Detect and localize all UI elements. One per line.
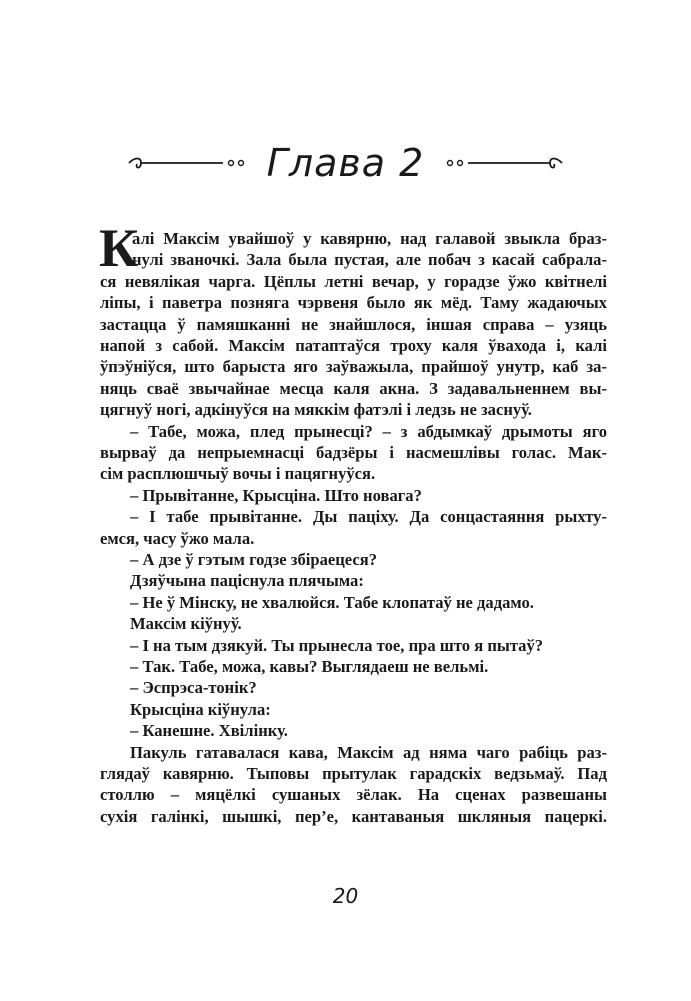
text-line: нулі званочкі. Зала была пустая, але побач з касай сабрала-	[132, 250, 607, 270]
text-line: – Табе, можа, плед прынесці? – з абдымкаў дрымоты яго	[130, 421, 607, 441]
text-line: няць сваё звычайнае месца каля акна. З задавальненнем вы-	[100, 378, 607, 398]
text-line: ся невялікая чарга. Цёплы летні вечар, у горадзе ўжо квітнелі	[100, 271, 607, 291]
text-line: – Эспрэса-тонік?	[130, 678, 257, 698]
text-line: ўпэўніўся, што барыста яго заўважыла, прайшоў унутр, каб за-	[100, 357, 607, 377]
text-line: Максім кіўнуў.	[130, 614, 242, 634]
text-line: Крысціна кіўнула:	[130, 699, 271, 719]
left-ornament-icon	[127, 153, 247, 173]
drop-cap: К	[99, 218, 139, 278]
right-ornament-icon	[444, 153, 564, 173]
text-line: – Прывітанне, Крысціна. Што новага?	[130, 485, 422, 505]
chapter-title: Глава 2	[266, 141, 425, 185]
text-line: Дзяўчына паціснула плячыма:	[130, 571, 364, 591]
text-line: напой з сабой. Максім патаптаўся троху каля ўвахода і, калі	[100, 336, 607, 355]
page-number: 20	[332, 884, 359, 908]
text-line: вырваў да непрыемнасці бадзёры і насмешлівы голас. Мак-	[100, 443, 607, 462]
text-line: сухія галінкі, шышкі, пер’е, кантаваныя шкляныя пацеркі.	[100, 806, 607, 826]
text-line: ліпы, і паветра позняга чэрвеня было як мёд. Таму жадаючых	[100, 293, 607, 313]
text-line: сім расплюшчыў вочы і пацягнуўся.	[100, 464, 376, 484]
text-line: – Так. Табе, можа, кавы? Выглядаеш не вельмі.	[130, 657, 489, 676]
text-line: емся, часу ўжо мала.	[100, 528, 255, 548]
text-line: – А дзе ў гэтым годзе збіраецеся?	[130, 550, 378, 569]
text-line: глядаў кавярню. Тыповы прытулак гарадскіх ведзьмаў. Пад	[100, 764, 607, 783]
text-line: – Не ў Мінску, не хвалюйся. Табе клопатаў не дадамо.	[130, 592, 534, 612]
text-line: – І табе прывітанне. Ды паціху. Да сонцастаяння рыхту-	[130, 507, 607, 527]
text-line: – І на тым дзякуй. Ты прынесла тое, пра што я пытаў?	[130, 635, 544, 655]
text-line: – Канешне. Хвілінку.	[130, 721, 288, 741]
text-line: Пакуль гатавалася кава, Максім ад няма чаго рабіць раз-	[130, 742, 607, 762]
text-line: столлю – мяцёлкі сушаных зёлак. На сценах развешаны	[100, 785, 607, 805]
text-line: застацца ў памяшканні не знайшлося, іншая справа – узяць	[100, 314, 607, 334]
text-line: цягнуў ногі, адкінуўся на мяккім фатэлі і ледзь не заснуў.	[100, 400, 532, 420]
text-line: алі Максім увайшоў у кавярню, над галавой звыкла браз-	[132, 229, 607, 248]
chapter-heading	[0, 138, 691, 188]
